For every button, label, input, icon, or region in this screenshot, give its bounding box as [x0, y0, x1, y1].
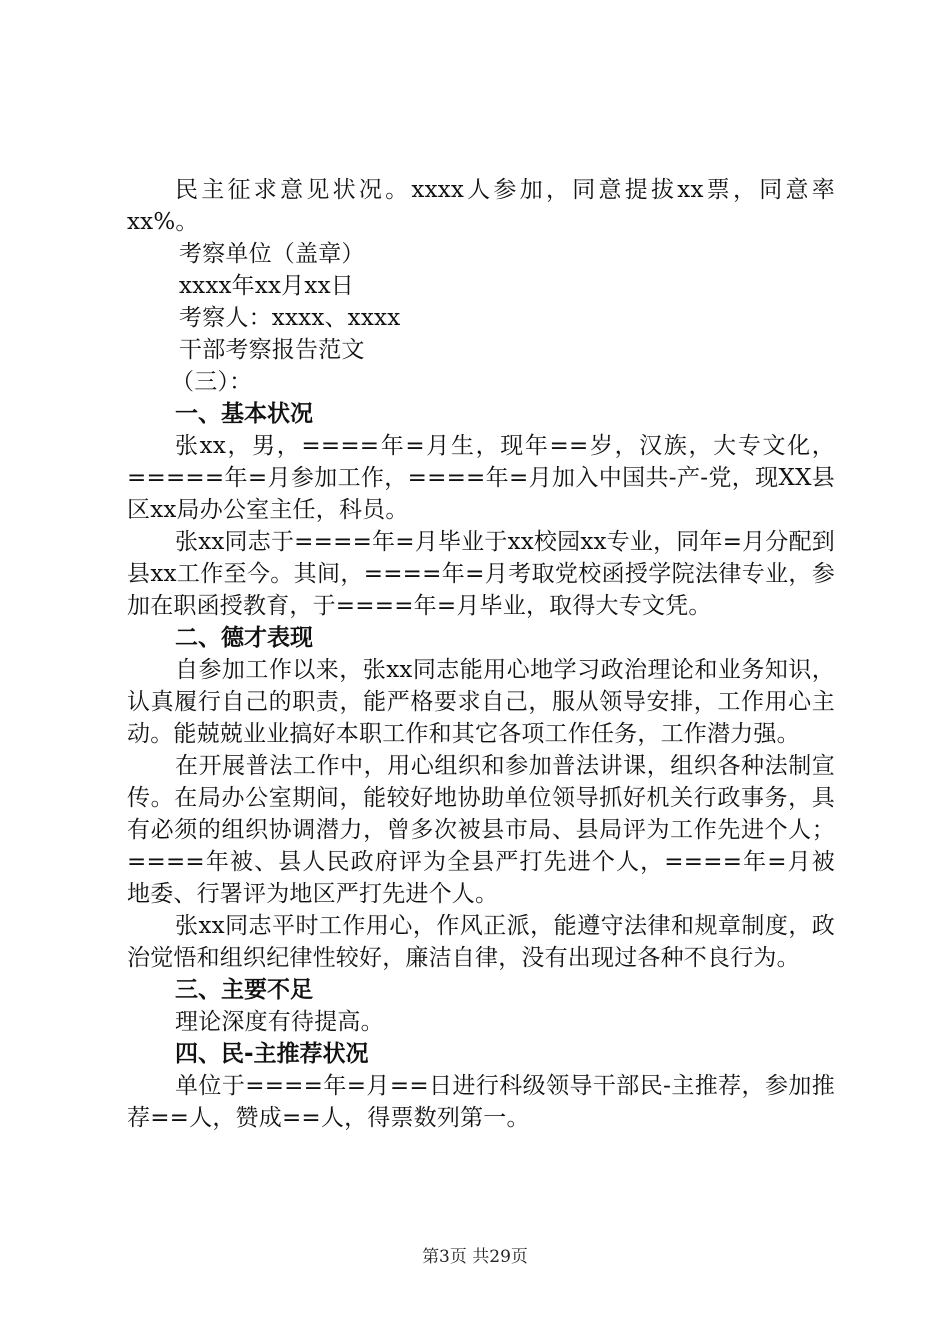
line-inspectors: 考察人：xxxx、xxxx [179, 305, 401, 331]
document-body [127, 174, 835, 1134]
paragraph-performance-1: 自参加工作以来，张xx同志能用心地学习政治理论和业务知识，认真履行自己的职责，能严格要求自己，服从领导安排，工作用心主动。能兢兢业业搞好本职工作和其它各项工作任务，工作潜力强。 [127, 657, 835, 747]
heading-basic-status: 一、基本状况 [175, 401, 313, 427]
line-section-number: （三）： [171, 369, 253, 395]
heading-shortcomings: 三、主要不足 [175, 977, 313, 1003]
page-footer: 第3页 共29页 [422, 1247, 528, 1267]
paragraph-recommendation: 单位于====年=月==日进行科级领导干部民-主推荐，参加推荐==人，赞成==人，得票数列第一。 [127, 1073, 835, 1131]
heading-performance: 二、德才表现 [175, 625, 313, 651]
line-inspection-unit: 考察单位（盖章） [179, 241, 365, 267]
heading-recommendation: 四、民-主推荐状况 [175, 1041, 369, 1067]
line-doc-title: 干部考察报告范文 [179, 337, 365, 363]
paragraph-performance-2: 在开展普法工作中，用心组织和参加普法讲课，组织各种法制宣传。在局办公室期间，能较好地协助单位领导抓好机关行政事务，具有必须的组织协调潜力，曾多次被县市局、县局评为工作先进个人；====年被、县人民政府评为全县严打先进个人，====年=月被地委、行署评为地区严打先进个人。 [127, 753, 835, 907]
paragraph-opinion: 民主征求意见状况。xxxx人参加，同意提拔xx票，同意率xx%。 [127, 177, 835, 235]
paragraph-basic-2: 张xx同志于====年=月毕业于xx校园xx专业，同年=月分配到县xx工作至今。其间，====年=月考取党校函授学院法律专业，参加在职函授教育，于====年=月毕业，取得大专文凭。 [127, 529, 835, 619]
paragraph-shortcomings: 理论深度有待提高。 [175, 1009, 384, 1035]
line-date: xxxx年xx月xx日 [179, 273, 354, 299]
paragraph-performance-3: 张xx同志平时工作用心，作风正派，能遵守法律和规章制度，政治觉悟和组织纪律性较好，廉洁自律，没有出现过各种不良行为。 [127, 913, 835, 971]
paragraph-basic-1: 张xx，男，====年=月生，现年==岁，汉族，大专文化，=====年=月参加工作，====年=月加入中国共-产-党，现XX县区xx局办公室主任，科员。 [127, 433, 835, 523]
